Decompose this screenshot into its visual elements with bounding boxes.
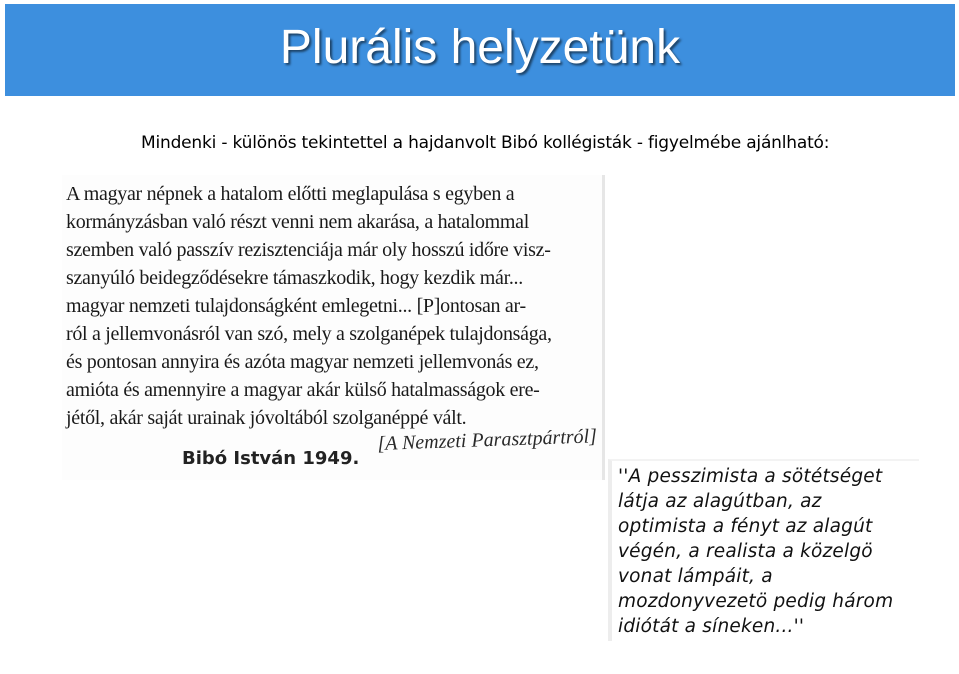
- quote-line: és pontosan annyira és azóta magyar nemzeti jellemvonás ez,: [66, 351, 539, 373]
- joke-line: vonat lámpáit, a: [618, 566, 773, 587]
- quote-line: magyar nemzeti tulajdonságként emlegetni... [P]ontosan ar-: [66, 295, 526, 317]
- quote-line: A magyar népnek a hatalom előtti meglapulása s egyben a: [66, 183, 515, 205]
- page-title: Plurális helyzetünk: [279, 21, 681, 74]
- bibo-quote-scan: [62, 175, 605, 480]
- joke-line: optimista a fényt az alagút: [618, 516, 873, 537]
- joke-line: mozdonyvezetö pedig három: [618, 591, 894, 612]
- quote-line: kormányzásban való részt venni nem akarása, a hatalommal: [66, 211, 530, 233]
- quote-line: szemben való passzív rezisztenciája már oly hosszú időre visz-: [66, 239, 551, 261]
- quote-author: Bibó István 1949.: [182, 448, 360, 469]
- quote-line: szanyúló beidegződésekre támaszkodik, hogy kezdik már...: [66, 267, 523, 289]
- quote-line: ról a jellemvonásról van szó, mely a szolganépek tulajdonsága,: [66, 323, 552, 345]
- quote-line: amióta és amennyire a magyar akár külső hatalmasságok ere-: [66, 379, 540, 401]
- quote-line: jétől, akár saját urainak jóvoltából szolganéppé vált.: [66, 407, 467, 429]
- subtitle: Mindenki - különös tekintettel a hajdanvolt Bibó kollégisták - figyelmébe ajánlható:: [141, 133, 830, 153]
- joke-line: végén, a realista a közelgö: [618, 541, 873, 562]
- quote-source: [A Nemzeti Parasztpártról]: [377, 425, 598, 455]
- title-bar: [5, 4, 955, 96]
- joke-line: látja az alagútban, az: [618, 491, 822, 512]
- joke-line: ''A pesszimista a sötétséget: [618, 466, 883, 487]
- joke-quote-box: [608, 459, 919, 641]
- joke-line: idiótát a síneken...'': [618, 616, 805, 637]
